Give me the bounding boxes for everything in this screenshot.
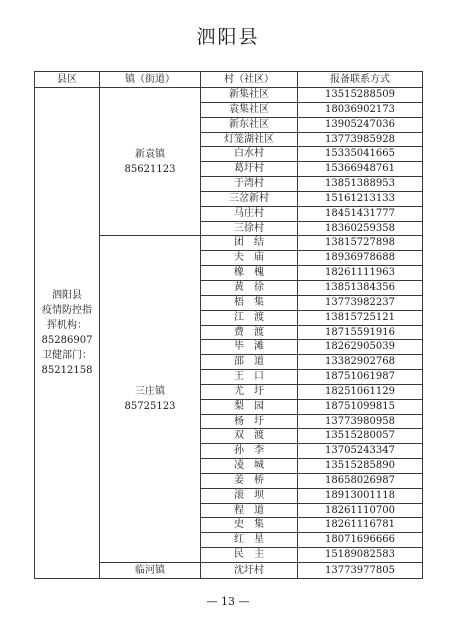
phone-cell: 18071696666 (298, 533, 423, 548)
phone-cell: 13773982237 (298, 295, 423, 310)
phone-cell: 15335041665 (298, 147, 423, 162)
town-line: 85621123 (124, 163, 176, 175)
village-cell: 马庄村 (201, 206, 298, 221)
phone-cell: 13851384356 (298, 280, 423, 295)
village-cell: 新东社区 (201, 117, 298, 132)
phone-cell: 18261111963 (298, 266, 423, 281)
town-cell (100, 88, 201, 236)
phone-cell: 18936978688 (298, 251, 423, 266)
village-cell: 凌 城 (201, 459, 298, 474)
phone-cell: 15189082583 (298, 548, 423, 563)
village-cell: 费 渡 (201, 325, 298, 340)
village-cell: 姜 桥 (201, 473, 298, 488)
phone-cell: 13851388953 (298, 177, 423, 192)
village-cell: 葛圩村 (201, 162, 298, 177)
village-cell: 沈圩村 (201, 563, 298, 579)
phone-cell: 18036902173 (298, 102, 423, 117)
village-cell: 袁集社区 (201, 102, 298, 117)
village-cell: 梧 集 (201, 295, 298, 310)
phone-cell: 13815725121 (298, 310, 423, 325)
village-cell: 江 渡 (201, 310, 298, 325)
town-cell (100, 236, 201, 563)
town-line: 三庄镇 (135, 386, 165, 398)
phone-cell: 13773977805 (298, 563, 423, 579)
phone-cell: 18715591916 (298, 325, 423, 340)
phone-cell: 18251061129 (298, 384, 423, 399)
phone-cell: 18751061987 (298, 370, 423, 385)
table-body (35, 88, 423, 579)
village-cell: 梨 园 (201, 399, 298, 414)
village-cell: 杨 圩 (201, 414, 298, 429)
table-row (35, 88, 423, 103)
county-line: 85212158 (41, 365, 93, 376)
contact-table (34, 71, 423, 579)
phone-cell: 13515285890 (298, 459, 423, 474)
page-number: — 13 — (206, 595, 250, 608)
page-title: 泗阳县 (196, 26, 260, 48)
village-cell: 毕 滩 (201, 340, 298, 355)
village-cell: 新集社区 (201, 88, 298, 103)
phone-cell: 18261116781 (298, 518, 423, 533)
table-header-row (35, 72, 423, 88)
village-cell: 白水村 (201, 147, 298, 162)
town-line: 85725123 (124, 401, 176, 413)
phone-cell: 13773980958 (298, 414, 423, 429)
phone-cell: 13515288509 (298, 88, 423, 103)
village-cell: 三徐村 (201, 221, 298, 236)
village-cell: 王 口 (201, 370, 298, 385)
village-cell: 尤 圩 (201, 384, 298, 399)
phone-cell: 13773985928 (298, 132, 423, 147)
county-line: 挥机构： (47, 320, 87, 331)
town-line: 临河镇 (135, 565, 165, 576)
phone-cell: 15366948761 (298, 162, 423, 177)
phone-cell: 13382902768 (298, 355, 423, 370)
village-cell: 夫 庙 (201, 251, 298, 266)
header-village: 村（社区） (201, 72, 298, 88)
county-cell (35, 88, 100, 579)
town-cell (100, 563, 201, 579)
phone-cell: 13705243347 (298, 444, 423, 459)
village-cell: 团 结 (201, 236, 298, 251)
village-cell: 三岔新村 (201, 191, 298, 206)
phone-cell: 18262905039 (298, 340, 423, 355)
header-town: 镇（街道） (100, 72, 201, 88)
phone-cell: 18913001118 (298, 488, 423, 503)
village-cell: 史 集 (201, 518, 298, 533)
village-cell: 灯笼湖社区 (201, 132, 298, 147)
village-cell: 于湾村 (201, 177, 298, 192)
phone-cell: 13515280057 (298, 429, 423, 444)
county-line: 疫情防控指 (42, 305, 92, 316)
phone-cell: 18751099815 (298, 399, 423, 414)
phone-cell: 13815727898 (298, 236, 423, 251)
village-cell: 孙 李 (201, 444, 298, 459)
village-cell: 邵 道 (201, 355, 298, 370)
phone-cell: 18451431777 (298, 206, 423, 221)
phone-cell: 13905247036 (298, 117, 423, 132)
phone-cell: 15161213133 (298, 191, 423, 206)
county-line: 卫健部门： (42, 350, 92, 361)
village-cell: 红 星 (201, 533, 298, 548)
phone-cell: 18658026987 (298, 473, 423, 488)
village-cell: 滚 坝 (201, 488, 298, 503)
village-cell: 程 道 (201, 503, 298, 518)
village-cell: 橡 槐 (201, 266, 298, 281)
phone-cell: 18261110700 (298, 503, 423, 518)
header-county: 县区 (35, 72, 100, 88)
county-line: 85286907 (41, 335, 93, 346)
county-line: 泗阳县 (52, 290, 82, 301)
village-cell: 双 渡 (201, 429, 298, 444)
town-line: 新袁镇 (135, 148, 165, 160)
header-contact: 报备联系方式 (298, 72, 423, 88)
village-cell: 黄 徐 (201, 280, 298, 295)
village-cell: 民 主 (201, 548, 298, 563)
phone-cell: 18360259358 (298, 221, 423, 236)
